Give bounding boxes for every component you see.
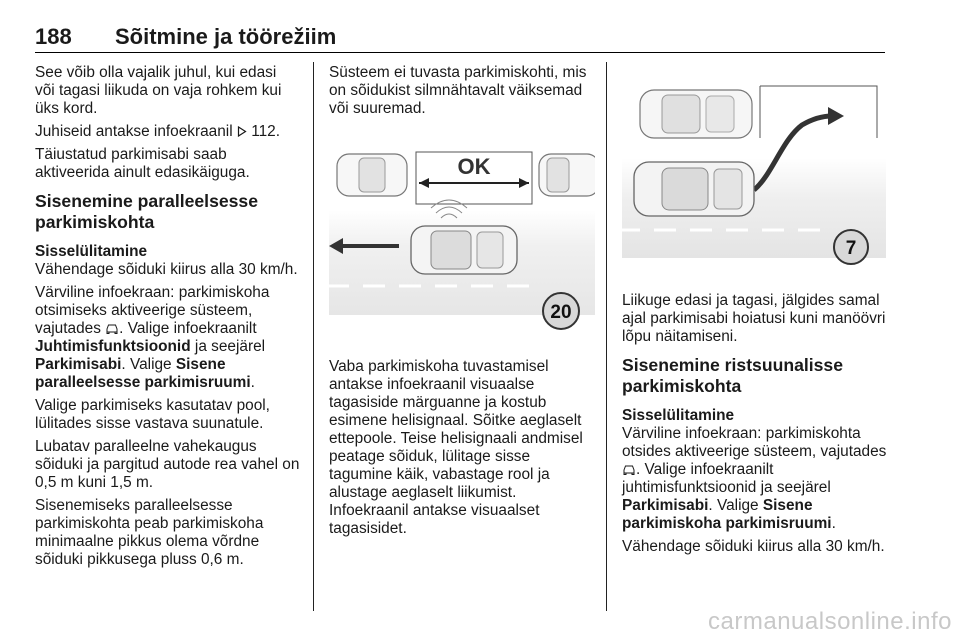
parked-car [337, 154, 407, 196]
ok-label: OK [457, 154, 491, 179]
car-icon [105, 323, 119, 334]
triangle-right-icon [237, 126, 247, 137]
paragraph: Sisenemiseks paralleelsesse parkimiskohta peab parkimiskoha minimaalne pikkus olema võrdne sõiduki pikkusega pluss 0,6 m. [35, 497, 264, 568]
parked-car [640, 90, 752, 138]
parked-car [539, 154, 595, 196]
paragraph: Liikuge edasi ja tagasi, jälgides samal ajal parkimisabi hoiatusi kuni manöövri lõpu näitamiseni. [622, 292, 886, 345]
paragraph: Vaba parkimiskoha tuvastamisel antakse infoekraanil visuaalse tagasiside märguanne ja kostub esimene helisignaal. Sõitke aeglaselt ettepoole. Teise helisignaali andmisel peatage sõiduk, lülitage sisse tagumine käik, vabastage rool ja alustage aeglaselt liikumist. [329, 358, 583, 501]
page-header [35, 24, 885, 53]
watermark: carmanualsonline.info [708, 608, 952, 635]
paragraph: Valige parkimiseks kasutatav pool, lülitades sisse vastava suunatule. [35, 397, 270, 432]
figure-number-badge [834, 230, 868, 264]
paragraph: Vähendage sõiduki kiirus alla 30 km/h. [622, 538, 885, 555]
column-2-lower [329, 358, 594, 543]
page-number: 188 [35, 24, 72, 49]
paragraph: Infoekraanil antakse visuaalset tagasisidet. [329, 502, 540, 537]
subheading: Sisselülitamine [622, 407, 735, 424]
paragraph: See võib olla vajalik juhul, kui edasi või tagasi liikuda on vaja rohkem kui üks kord. [35, 64, 282, 117]
svg-text:20: 20 [550, 302, 572, 323]
paragraph: Värviline infoekraan: parkimiskohta otsides aktiveerige süsteem, vajutades . Valige infoekraanilt juhtimisfunktsioonid ja seejärel Parkimisabi. Valige Sisene parkimiskoha parkimisruumi. [622, 425, 887, 532]
column-2 [329, 64, 594, 123]
figure-number-badge [543, 293, 579, 329]
moving-car [634, 162, 754, 216]
paragraph: Juhiseid antakse infoekraanil 112. [35, 123, 281, 140]
svg-text:7: 7 [845, 238, 857, 259]
column-1 [35, 64, 300, 574]
moving-car [411, 226, 517, 274]
paragraph: Värviline infoekraan: parkimiskoha otsimiseks aktiveerige süsteem, vajutades . Valige infoekraanilt Juhtimisfunktsioonid ja seejärel Parkimisabi. Valige Sisene paralleelsesse parkimisruumi. [35, 284, 270, 391]
paragraph: Täiustatud parkimisabi saab aktiveerida ainult edasikäiguga. [35, 146, 250, 181]
column-3 [622, 292, 890, 561]
car-icon [622, 464, 636, 475]
cross-parking-figure [622, 80, 886, 275]
section-heading: Sisenemine paralleelsesse parkimiskohta [35, 191, 258, 232]
parallel-parking-figure [329, 140, 595, 340]
subheading: Sisselülitamine [35, 243, 148, 260]
section-heading: Sisenemine ristsuunalisse parkimiskohta [622, 355, 843, 396]
chapter-title: Sõitmine ja töörežiim [115, 24, 337, 49]
paragraph: Lubatav paralleelne vahekaugus sõiduki ja pargitud autode rea vahel on 0,5 m kuni 1,5 m. [35, 438, 300, 491]
paragraph: Süsteem ei tuvasta parkimiskohti, mis on sõidukist silmnähtavalt väiksemad või suuremad. [329, 64, 587, 117]
column-divider [313, 62, 314, 611]
column-divider [606, 62, 607, 611]
paragraph: Vähendage sõiduki kiirus alla 30 km/h. [35, 261, 298, 278]
